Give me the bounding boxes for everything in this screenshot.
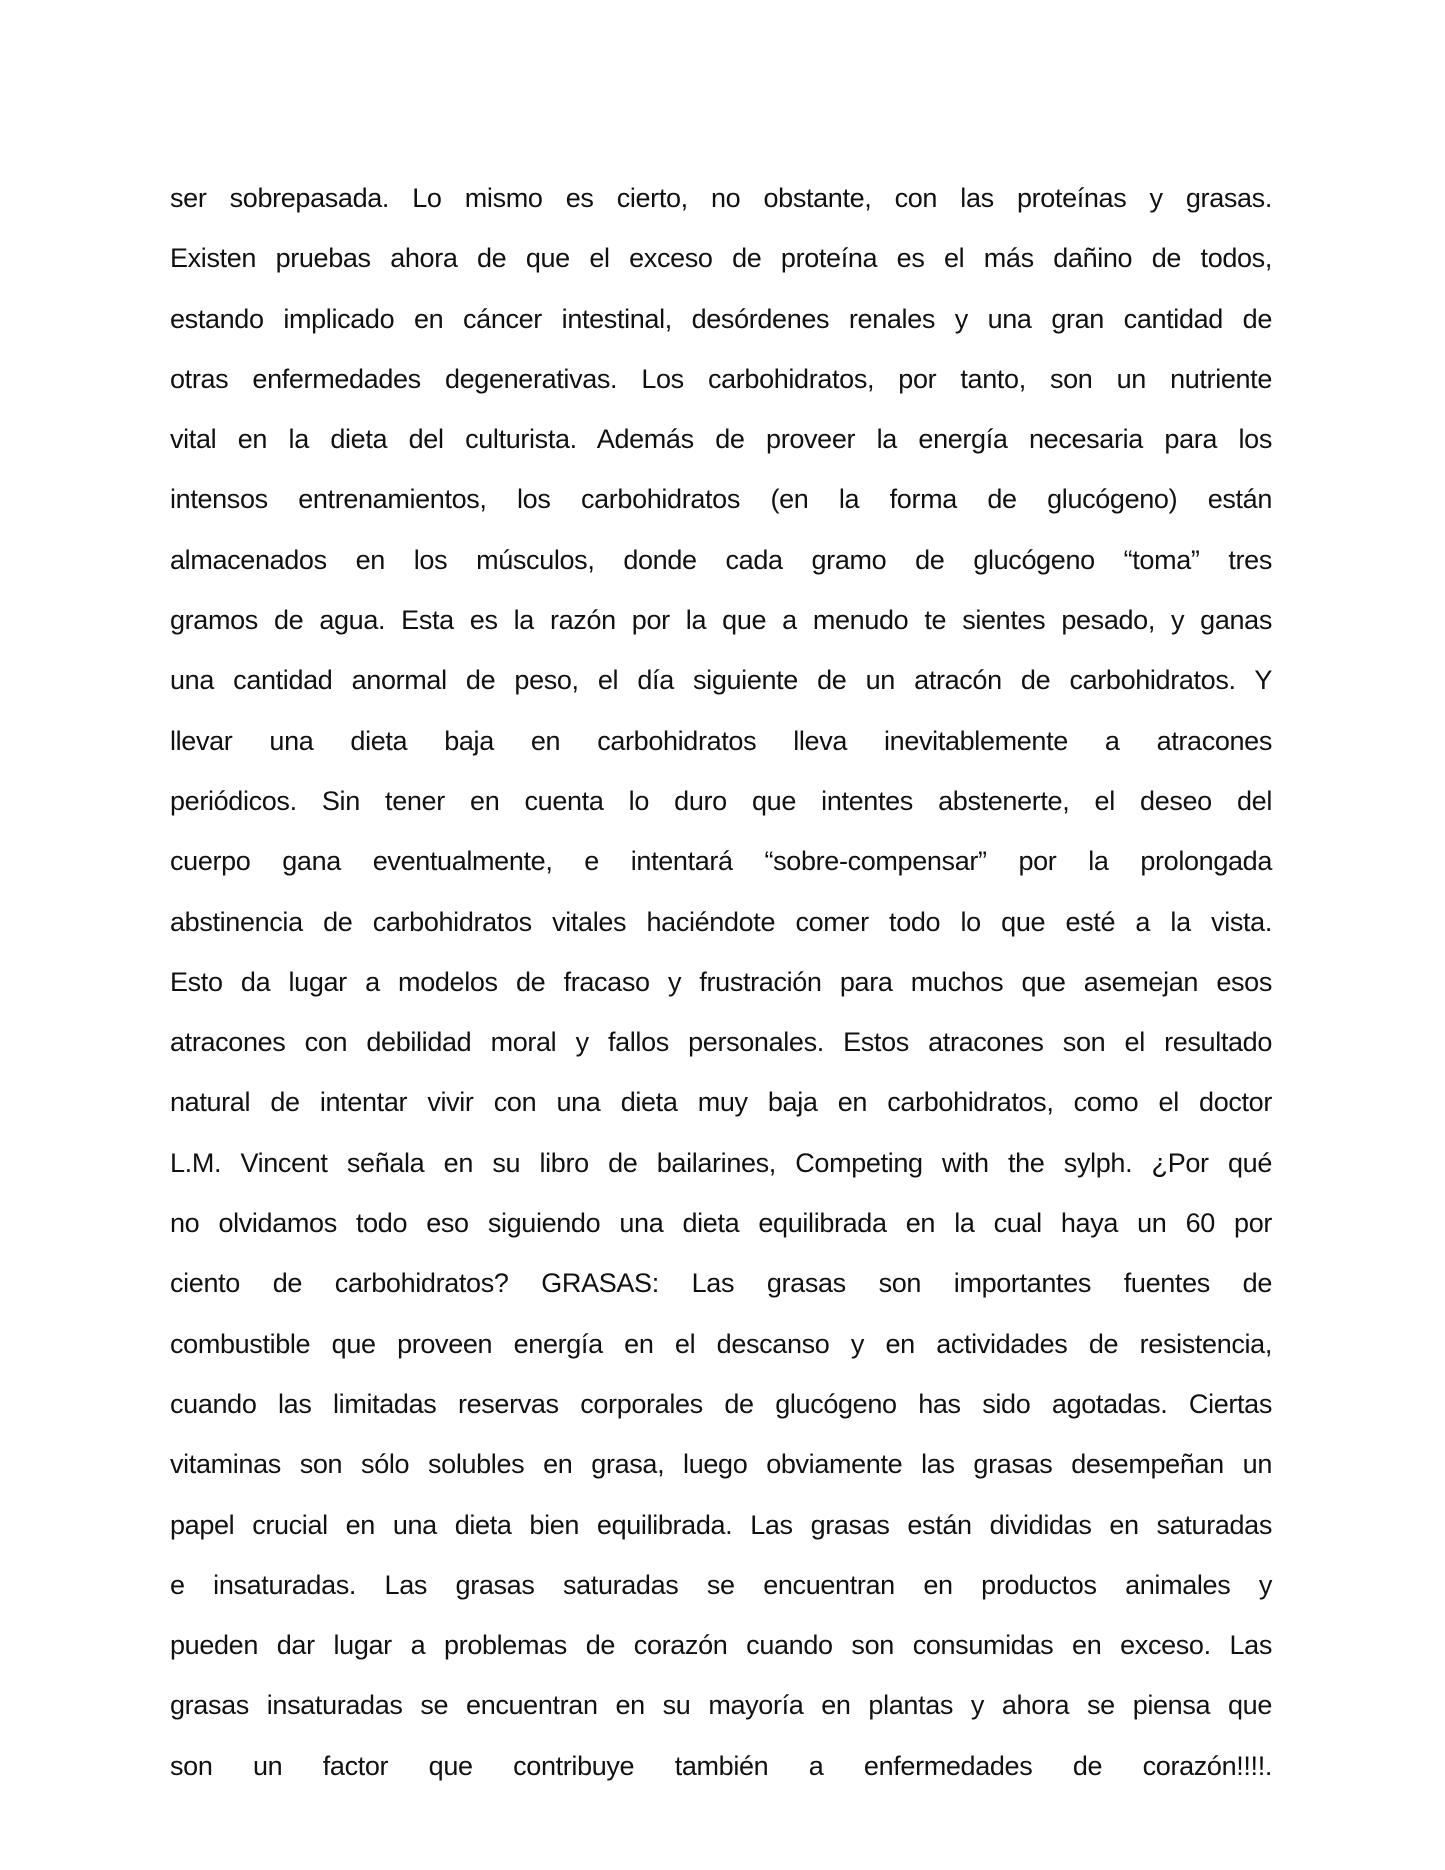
text-line: gramos de agua. Esta es la razón por la que a menudo te sientes pesado, y ganas — [170, 605, 1272, 636]
body-paragraph — [170, 168, 1272, 1796]
text-line: no olvidamos todo eso siguiendo una dieta equilibrada en la cual haya un 60 por — [170, 1208, 1272, 1239]
text-line: Esto da lugar a modelos de fracaso y frustración para muchos que asemejan esos — [170, 966, 1272, 997]
text-line: estando implicado en cáncer intestinal, desórdenes renales y una gran cantidad de — [170, 303, 1272, 334]
text-line: una cantidad anormal de peso, el día siguiente de un atracón de carbohidratos. Y — [170, 665, 1272, 696]
text-line: Existen pruebas ahora de que el exceso de proteína es el más dañino de todos, — [170, 243, 1272, 274]
text-line: L.M. Vincent señala en su libro de bailarines, Competing with the sylph. ¿Por qué — [170, 1147, 1272, 1178]
text-line: llevar una dieta baja en carbohidratos lleva inevitablemente a atracones — [170, 725, 1272, 756]
text-line: otras enfermedades degenerativas. Los carbohidratos, por tanto, son un nutriente — [170, 363, 1272, 394]
text-line: cuando las limitadas reservas corporales de glucógeno has sido agotadas. Ciertas — [170, 1388, 1272, 1419]
text-line: periódicos. Sin tener en cuenta lo duro que intentes abstenerte, el deseo del — [170, 785, 1272, 816]
text-line: atracones con debilidad moral y fallos personales. Estos atracones son el resultado — [170, 1027, 1272, 1058]
text-line: abstinencia de carbohidratos vitales haciéndote comer todo lo que esté a la vista. — [170, 906, 1272, 937]
text-line: son un factor que contribuye también a enfermedades de corazón!!!!. — [170, 1750, 1272, 1781]
text-line: natural de intentar vivir con una dieta muy baja en carbohidratos, como el doctor — [170, 1087, 1272, 1118]
text-line: pueden dar lugar a problemas de corazón cuando son consumidas en exceso. Las — [170, 1630, 1272, 1661]
text-line: intensos entrenamientos, los carbohidratos (en la forma de glucógeno) están — [170, 484, 1272, 515]
text-line: combustible que proveen energía en el descanso y en actividades de resistencia, — [170, 1328, 1272, 1359]
text-line: ciento de carbohidratos? GRASAS: Las grasas son importantes fuentes de — [170, 1268, 1272, 1299]
text-line: vitaminas son sólo solubles en grasa, luego obviamente las grasas desempeñan un — [170, 1449, 1272, 1480]
text-line: grasas insaturadas se encuentran en su mayoría en plantas y ahora se piensa que — [170, 1690, 1272, 1721]
text-line: cuerpo gana eventualmente, e intentará “sobre-compensar” por la prolongada — [170, 846, 1272, 877]
text-line: papel crucial en una dieta bien equilibrada. Las grasas están divididas en saturadas — [170, 1509, 1272, 1540]
text-line: ser sobrepasada. Lo mismo es cierto, no obstante, con las proteínas y grasas. — [170, 183, 1272, 213]
text-line: almacenados en los músculos, donde cada gramo de glucógeno “toma” tres — [170, 544, 1272, 575]
text-line: e insaturadas. Las grasas saturadas se encuentran en productos animales y — [170, 1569, 1272, 1600]
text-line: vital en la dieta del culturista. Además de proveer la energía necesaria para los — [170, 424, 1272, 455]
